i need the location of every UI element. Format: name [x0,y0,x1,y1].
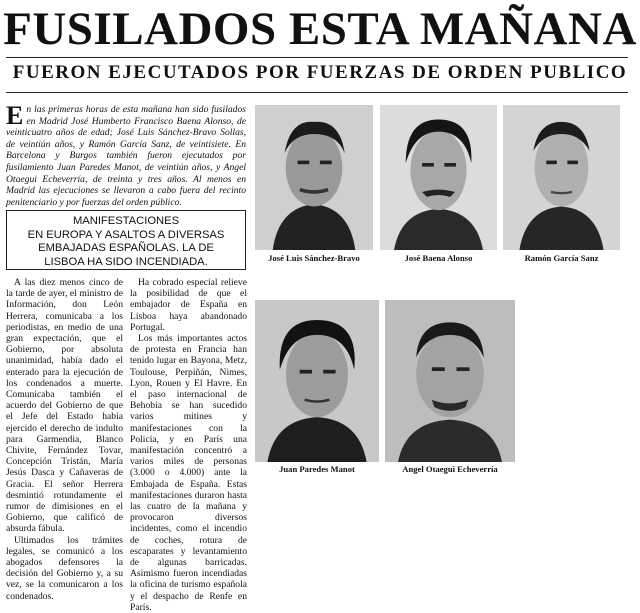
article-column-1 [6,277,123,602]
box-line-1: MANIFESTACIONES [72,215,180,227]
headline-rule [6,57,628,58]
subhead-rule [6,92,628,93]
box-line-2: EN EUROPA Y ASALTOS A DIVERSAS [27,228,225,241]
lead-paragraph [6,101,246,208]
column-2-paragraph-1: Ha cobrado especial relieve la posibilidad de que el embajador de España en Lisboa haya abandonado Portugal. [130,277,247,333]
article-column-2 [130,277,247,613]
dropcap: E [6,101,24,130]
caption-paredes-manot: Juan Paredes Manot [279,464,355,474]
caption-garcia-sanz: Ramón García Sanz [524,253,599,263]
manifestaciones-box [6,210,246,270]
column-1-paragraph-2: Ultimados los trámites legales, se comunicó a los abogados defensores la decisión del Gobierno y, a su vez, se la comunicaron a los condenados. [6,534,123,602]
caption-baena-alonso: José Baena Alonso [404,253,473,263]
photo-paredes-manot [255,300,379,462]
column-2-paragraph-2: Los más importantes actos de protesta en Francia han tenido lugar en Bayona, Metz, Toulouse, Perpiñán, Nimes, Lyon, Rouen y El Havre. En el paso internacional de Behobia se han sucedido varios mitines y manifestaciones con la Policía, y en París una manifestación concentró a varios miles de personas (3.000 o 4.000) ante la Embajada de España. Estas manifestaciones duraron hasta las cuatro de la mañana y provocaron diversos incidentes, como el incendio de coches, rotura de escaparates y levantamiento de algunas barricadas. Asimismo fueron incendiadas la oficina de turismo española y el despacho de Renfe en París. [130,333,247,613]
photo-otaegui-echeverria [385,300,515,462]
portrait-image [255,105,373,250]
photo-sanchez-bravo [255,105,373,250]
portrait-image [503,105,620,250]
photo-baena-alonso [380,105,497,250]
box-line-4: LISBOA HA SIDO INCENDIADA. [44,255,208,268]
headline: FUSILADOS ESTA MAÑANA [3,3,637,55]
box-line-3: EMBAJADAS ESPAÑOLAS. LA DE [38,242,214,254]
lead-text: n las primeras horas de esta mañana han sido fusilados en Madrid José Humberto Francisco Baena Alonso, de veinticuatro años de edad; José Luis Sánchez-Bravo Sollas, de veintiún años, y Ramón García Sanz, de veintisiete. En Barcelona y Burgos también fueron ejecutados por fusilamiento Juan Paredes Manot, de veintiún años, y Angel Otaegui Echeverría, de treinta y tres años. Al menos en Madrid las ejecuciones se llevaron a cabo fuera del recinto penitenciario y por fuerzas del orden público. [6,104,246,208]
portrait-image [385,300,515,462]
portrait-image [255,300,379,462]
photo-garcia-sanz [503,105,620,250]
subheadline: FUERON EJECUTADOS POR FUERZAS DE ORDEN PUBLICO [12,62,628,83]
caption-sanchez-bravo: José Luis Sánchez-Bravo [268,253,360,263]
caption-otaegui-echeverria: Angel Otaegui Echeverría [402,464,498,474]
portrait-image [380,105,497,250]
column-1-paragraph-1: A las diez menos cinco de la tarde de ayer, el ministro de Información, don León Herrera, comunicaba a los periodistas, en medio de una gran expectación, que el Gobierno, por absoluta unanimidad, había dado el enterado para la ejecución de los condenados a muerte. Comunicaba también el acuerdo del Gobierno de que el Jefe del Estado había ejercido el derecho de indulto para Garmendia, Blanco Chivite, Fernández Tovar, Concepción Tristán, María Jesús Dasca y Cañaveras de Gracia. El señor Herrera desmintió rotundamente el rumor de dimisiones en el Gobierno, que calificó de absurda fábula. [6,277,123,535]
